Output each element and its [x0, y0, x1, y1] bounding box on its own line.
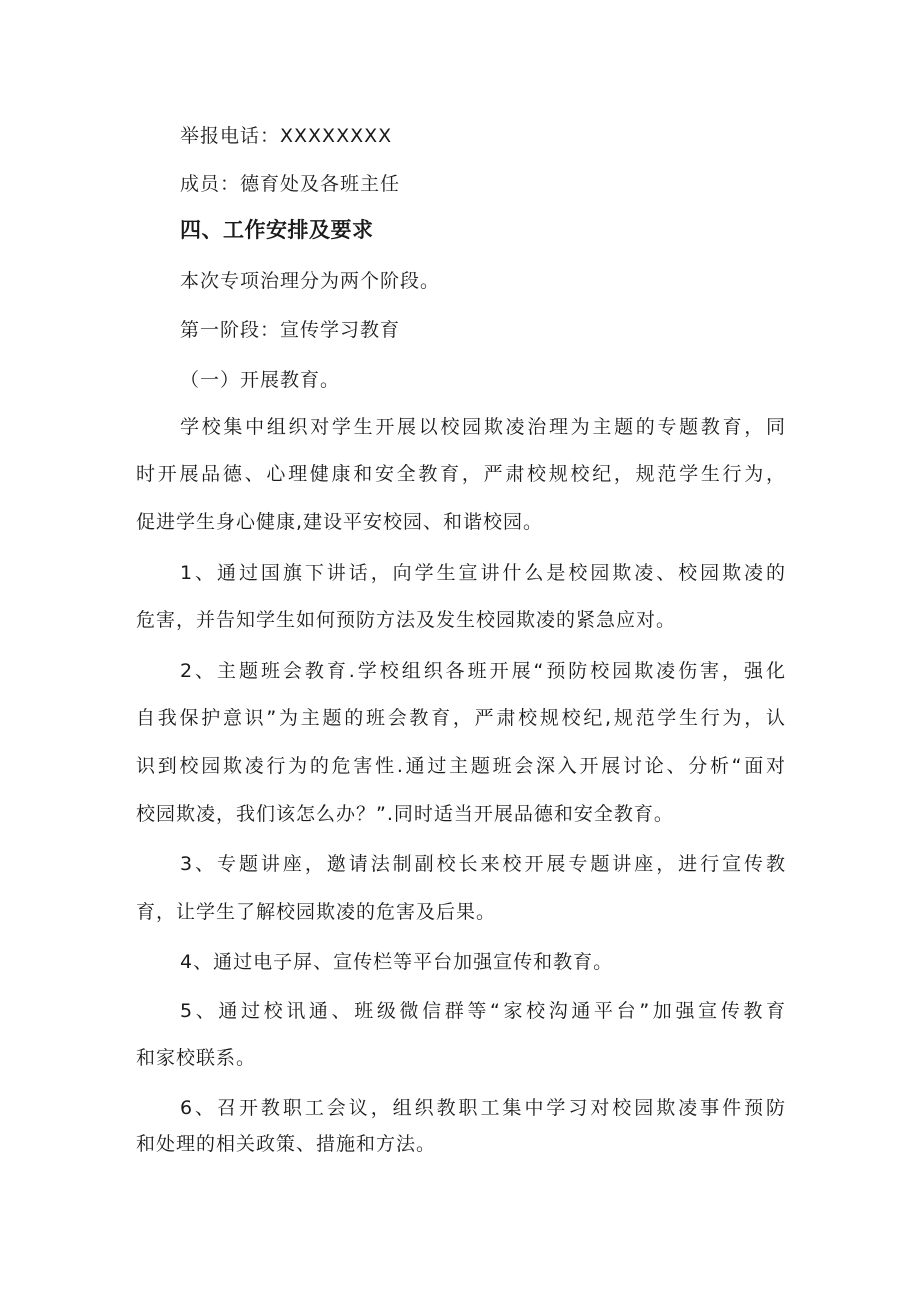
item-3-line-2: 育，让学生了解校园欺凌的危害及后果。 — [136, 901, 497, 923]
intro-line: 本次专项治理分为两个阶段。 — [180, 270, 441, 292]
item-5-line-1: 5、通过校讯通、班级微信群等“家校沟通平台”加强宣传教育 — [180, 1000, 786, 1022]
sub-heading: （一）开展教育。 — [180, 369, 341, 391]
item-2-line-3: 识到校园欺凌行为的危害性.通过主题班会深入开展讨论、分析“面对 — [136, 755, 786, 777]
item-2-line-1: 2、主题班会教育.学校组织各班开展“预防校园欺凌伤害，强化 — [180, 660, 786, 682]
report-phone-line: 举报电话：XXXXXXXX — [180, 125, 393, 147]
section-heading: 四、工作安排及要求 — [180, 218, 374, 242]
main-paragraph-line-3: 促进学生身心健康,建设平安校园、和谐校园。 — [136, 511, 544, 533]
item-2-line-2: 自我保护意识”为主题的班会教育，严肃校规校纪,规范学生行为，认 — [136, 707, 786, 729]
main-paragraph-line-2: 时开展品德、心理健康和安全教育，严肃校规校纪，规范学生行为， — [136, 463, 786, 485]
members-line: 成员：德育处及各班主任 — [180, 173, 401, 195]
item-5-line-2: 和家校联系。 — [136, 1047, 257, 1069]
item-3-line-1: 3、专题讲座，邀请法制副校长来校开展专题讲座，进行宣传教 — [180, 853, 786, 875]
item-4-line: 4、通过电子屏、宣传栏等平台加强宣传和教育。 — [180, 951, 614, 973]
item-6-line-1: 6、召开教职工会议，组织教职工集中学习对校园欺凌事件预防 — [180, 1097, 786, 1119]
stage-one-line: 第一阶段：宣传学习教育 — [180, 319, 401, 341]
item-1-line-2: 危害，并告知学生如何预防方法及发生校园欺凌的紧急应对。 — [136, 609, 677, 631]
item-1-line-1: 1、通过国旗下讲话，向学生宣讲什么是校园欺凌、校园欺凌的 — [180, 562, 786, 584]
item-6-line-2: 和处理的相关政策、措施和方法。 — [136, 1133, 437, 1155]
item-2-line-4: 校园欺凌，我们该怎么办？”.同时适当开展品德和安全教育。 — [136, 803, 674, 825]
main-paragraph-line-1: 学校集中组织对学生开展以校园欺凌治理为主题的专题教育，同 — [180, 416, 786, 438]
